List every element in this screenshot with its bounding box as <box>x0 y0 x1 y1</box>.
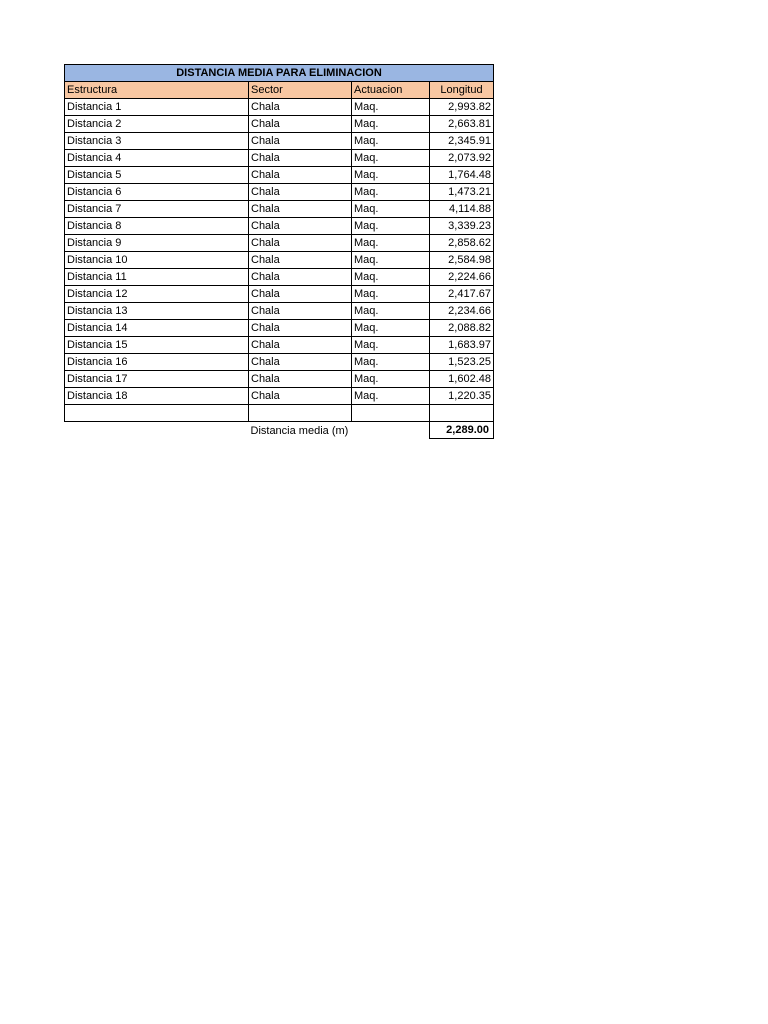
sector-cell: Chala <box>249 303 352 320</box>
estructura-cell: Distancia 10 <box>65 252 249 269</box>
table-row <box>65 167 494 184</box>
longitud-cell: 1,602.48 <box>430 371 494 388</box>
estructura-cell: Distancia 9 <box>65 235 249 252</box>
sector-cell: Chala <box>249 320 352 337</box>
longitud-cell: 2,417.67 <box>430 286 494 303</box>
estructura-cell: Distancia 4 <box>65 150 249 167</box>
title-row <box>65 65 494 82</box>
table-row <box>65 269 494 286</box>
actuacion-cell: Maq. <box>352 150 430 167</box>
table-row <box>65 320 494 337</box>
actuacion-cell: Maq. <box>352 133 430 150</box>
table-row <box>65 303 494 320</box>
header-actuacion: Actuacion <box>352 82 430 99</box>
actuacion-cell: Maq. <box>352 184 430 201</box>
sector-cell: Chala <box>249 286 352 303</box>
total-value: 2,289.00 <box>430 422 494 439</box>
estructura-cell: Distancia 3 <box>65 133 249 150</box>
longitud-cell: 3,339.23 <box>430 218 494 235</box>
estructura-cell: Distancia 15 <box>65 337 249 354</box>
blank-cell <box>65 405 249 422</box>
table-row <box>65 354 494 371</box>
sector-cell: Chala <box>249 201 352 218</box>
empty-cell <box>65 422 249 439</box>
longitud-cell: 2,858.62 <box>430 235 494 252</box>
actuacion-cell: Maq. <box>352 354 430 371</box>
actuacion-cell: Maq. <box>352 116 430 133</box>
longitud-cell: 2,584.98 <box>430 252 494 269</box>
estructura-cell: Distancia 5 <box>65 167 249 184</box>
header-estructura: Estructura <box>65 82 249 99</box>
table-row <box>65 150 494 167</box>
actuacion-cell: Maq. <box>352 269 430 286</box>
blank-cell <box>430 405 494 422</box>
blank-cell <box>249 405 352 422</box>
estructura-cell: Distancia 7 <box>65 201 249 218</box>
table-row <box>65 133 494 150</box>
longitud-cell: 2,073.92 <box>430 150 494 167</box>
longitud-cell: 1,523.25 <box>430 354 494 371</box>
actuacion-cell: Maq. <box>352 235 430 252</box>
sector-cell: Chala <box>249 150 352 167</box>
longitud-cell: 1,473.21 <box>430 184 494 201</box>
longitud-cell: 1,764.48 <box>430 167 494 184</box>
sector-cell: Chala <box>249 235 352 252</box>
sector-cell: Chala <box>249 252 352 269</box>
estructura-cell: Distancia 2 <box>65 116 249 133</box>
actuacion-cell: Maq. <box>352 286 430 303</box>
longitud-cell: 2,993.82 <box>430 99 494 116</box>
longitud-cell: 2,345.91 <box>430 133 494 150</box>
table-row <box>65 371 494 388</box>
total-row <box>65 422 494 439</box>
table-row <box>65 388 494 405</box>
sector-cell: Chala <box>249 354 352 371</box>
actuacion-cell: Maq. <box>352 201 430 218</box>
header-longitud: Longitud <box>430 82 494 99</box>
estructura-cell: Distancia 17 <box>65 371 249 388</box>
longitud-cell: 2,234.66 <box>430 303 494 320</box>
actuacion-cell: Maq. <box>352 337 430 354</box>
longitud-cell: 1,683.97 <box>430 337 494 354</box>
table-row <box>65 252 494 269</box>
estructura-cell: Distancia 1 <box>65 99 249 116</box>
sector-cell: Chala <box>249 218 352 235</box>
estructura-cell: Distancia 18 <box>65 388 249 405</box>
actuacion-cell: Maq. <box>352 252 430 269</box>
estructura-cell: Distancia 11 <box>65 269 249 286</box>
table-row <box>65 218 494 235</box>
header-row <box>65 82 494 99</box>
table-row <box>65 337 494 354</box>
actuacion-cell: Maq. <box>352 388 430 405</box>
actuacion-cell: Maq. <box>352 303 430 320</box>
sector-cell: Chala <box>249 167 352 184</box>
actuacion-cell: Maq. <box>352 371 430 388</box>
table-row <box>65 116 494 133</box>
table-row <box>65 286 494 303</box>
estructura-cell: Distancia 6 <box>65 184 249 201</box>
longitud-cell: 1,220.35 <box>430 388 494 405</box>
sector-cell: Chala <box>249 269 352 286</box>
sector-cell: Chala <box>249 99 352 116</box>
estructura-cell: Distancia 8 <box>65 218 249 235</box>
actuacion-cell: Maq. <box>352 99 430 116</box>
table-row <box>65 235 494 252</box>
longitud-cell: 2,088.82 <box>430 320 494 337</box>
estructura-cell: Distancia 12 <box>65 286 249 303</box>
estructura-cell: Distancia 14 <box>65 320 249 337</box>
sector-cell: Chala <box>249 184 352 201</box>
header-sector: Sector <box>249 82 352 99</box>
sector-cell: Chala <box>249 116 352 133</box>
longitud-cell: 2,663.81 <box>430 116 494 133</box>
table-row <box>65 99 494 116</box>
blank-row <box>65 405 494 422</box>
table-title: DISTANCIA MEDIA PARA ELIMINACION <box>65 65 494 82</box>
sector-cell: Chala <box>249 388 352 405</box>
actuacion-cell: Maq. <box>352 320 430 337</box>
total-label: Distancia media (m) <box>250 424 349 437</box>
table-row <box>65 184 494 201</box>
blank-cell <box>352 405 430 422</box>
longitud-cell: 2,224.66 <box>430 269 494 286</box>
sector-cell: Chala <box>249 337 352 354</box>
actuacion-cell: Maq. <box>352 218 430 235</box>
distance-table <box>64 64 494 439</box>
sector-cell: Chala <box>249 133 352 150</box>
table-row <box>65 201 494 218</box>
longitud-cell: 4,114.88 <box>430 201 494 218</box>
estructura-cell: Distancia 16 <box>65 354 249 371</box>
sector-cell: Chala <box>249 371 352 388</box>
actuacion-cell: Maq. <box>352 167 430 184</box>
estructura-cell: Distancia 13 <box>65 303 249 320</box>
